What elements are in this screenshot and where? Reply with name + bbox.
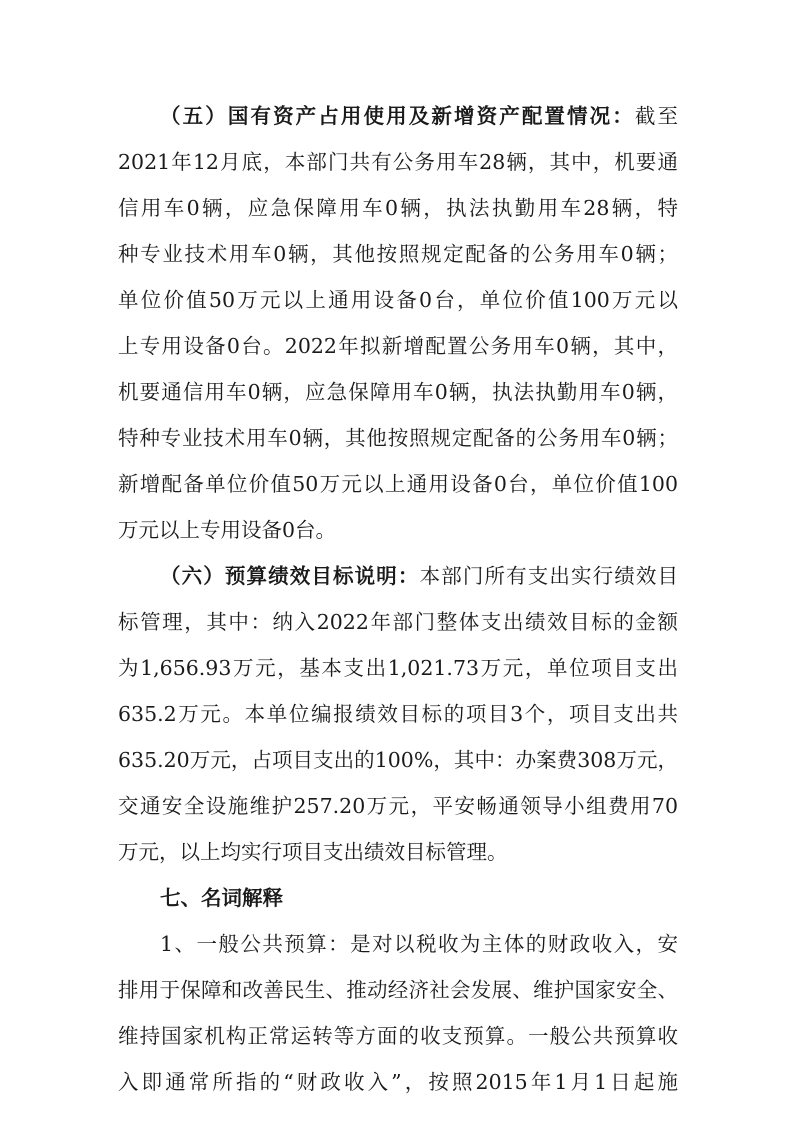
section-five-line: 新增配备单位价值50万元以上通用设备0台，单位价值100	[118, 472, 678, 496]
section-five-line: 2021年12月底，本部门共有公务用车28辆，其中，机要通	[118, 150, 678, 174]
section-six-first-line	[160, 556, 678, 596]
section-six-heading: （六）预算绩效目标说明：	[160, 564, 420, 588]
term-one-line: 入即通常所指的“财政收入”，按照2015年1月1日起施	[118, 1070, 678, 1094]
term-one-line: 排用于保障和改善民生、推动经济社会发展、维护国家安全、	[118, 978, 678, 1002]
section-five-line: 机要通信用车0辆，应急保障用车0辆，执法执勤用车0辆，	[118, 380, 678, 404]
section-five-line: 信用车0辆，应急保障用车0辆，执法执勤用车28辆，特	[118, 196, 678, 220]
section-five-first-line	[160, 96, 678, 136]
section-five-line: 种专业技术用车0辆，其他按照规定配备的公务用车0辆；	[118, 242, 678, 266]
section-five-text: 截至	[634, 104, 678, 128]
section-six-line: 万元，以上均实行项目支出绩效目标管理。	[118, 840, 508, 864]
section-five-line: 特种专业技术用车0辆，其他按照规定配备的公务用车0辆；	[118, 426, 678, 450]
section-five-line: 上专用设备0台。2022年拟新增配置公务用车0辆，其中，	[118, 334, 678, 358]
section-six-line: 标管理，其中：纳入2022年部门整体支出绩效目标的金额	[118, 610, 678, 634]
section-five-heading: （五）国有资产占用使用及新增资产配置情况：	[160, 104, 635, 128]
section-six-line: 635.2万元。本单位编报绩效目标的项目3个，项目支出共	[118, 702, 678, 726]
section-five-line: 单位价值50万元以上通用设备0台，单位价值100万元以	[118, 288, 678, 312]
section-six-line: 为1,656.93万元，基本支出1,021.73万元，单位项目支出	[118, 656, 678, 680]
section-five-line: 万元以上专用设备0台。	[118, 518, 337, 542]
section-seven-heading: 七、名词解释	[160, 886, 283, 910]
section-six-line: 635.20万元，占项目支出的100%，其中：办案费308万元，	[118, 748, 678, 772]
section-six-text: 本部门所有支出实行绩效目	[419, 564, 678, 588]
term-one-line: 1、一般公共预算：是对以税收为主体的财政收入，安	[160, 932, 678, 956]
section-six-line: 交通安全设施维护257.20万元，平安畅通领导小组费用70	[118, 794, 678, 818]
term-one-line: 维持国家机构正常运转等方面的收支预算。一般公共预算收	[118, 1024, 678, 1048]
